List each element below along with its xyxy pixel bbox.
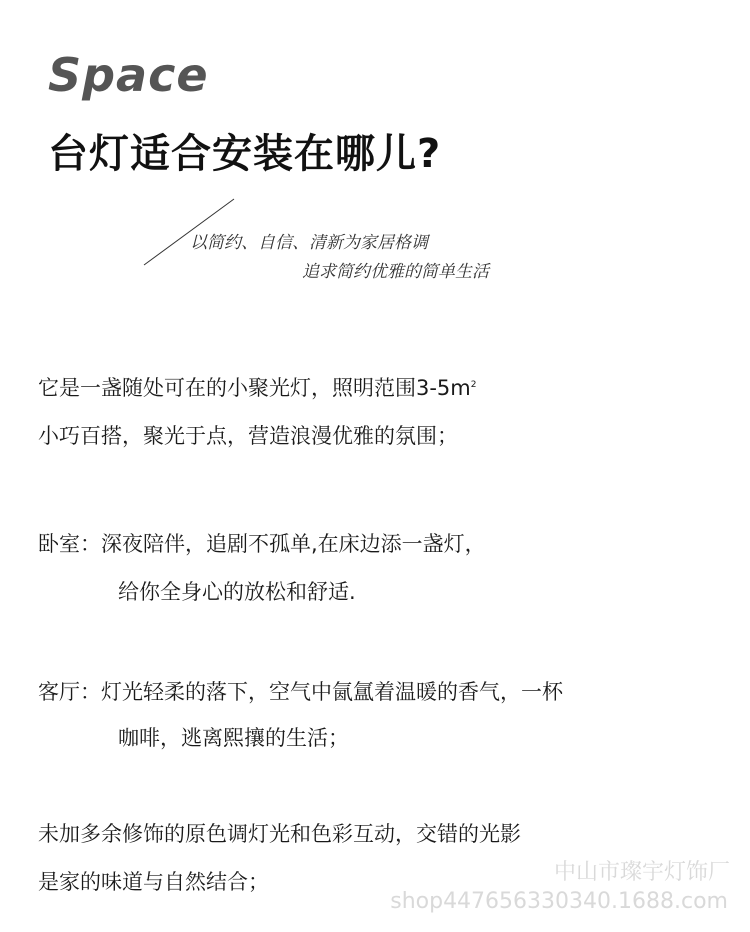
intro-line-2: 小巧百搭，聚光于点，营造浪漫优雅的氛围； — [38, 424, 458, 448]
bedroom-line-1 — [38, 528, 486, 558]
intro-line-1 — [38, 372, 477, 402]
slogan-line-2: 追求简约优雅的简单生活 — [302, 262, 489, 282]
closing-line-2: 是家的味道与自然结合； — [38, 870, 269, 894]
space-heading: Space — [48, 48, 209, 102]
closing-line-1: 未加多余修饰的原色调灯光和色彩互动，交错的光影 — [38, 822, 521, 846]
livingroom-line-2: 咖啡，逃离熙攘的生活； — [118, 726, 349, 750]
watermark-shop-url: shop447656330340.1688.com — [390, 889, 728, 914]
watermark-shop-name: 中山市璨宇灯饰厂 — [553, 860, 730, 885]
bedroom-text-1: 深夜陪伴，追剧不孤单,在床边添一盏灯， — [101, 532, 486, 556]
page-title: 台灯适合安装在哪儿? — [48, 131, 442, 177]
intro-text-1: 它是一盏随处可在的小聚光灯，照明范围3-5m — [38, 376, 471, 400]
livingroom-line-1 — [38, 676, 563, 706]
livingroom-text-1: 灯光轻柔的落下，空气中氤氲着温暖的香气，一杯 — [101, 680, 563, 704]
bedroom-line-2: 给你全身心的放松和舒适. — [118, 580, 356, 604]
area-unit-superscript: 2 — [470, 380, 477, 390]
livingroom-label: 客厅： — [38, 680, 101, 704]
bedroom-label: 卧室： — [38, 532, 101, 556]
slogan-line-1: 以简约、自信、清新为家居格调 — [190, 233, 428, 253]
